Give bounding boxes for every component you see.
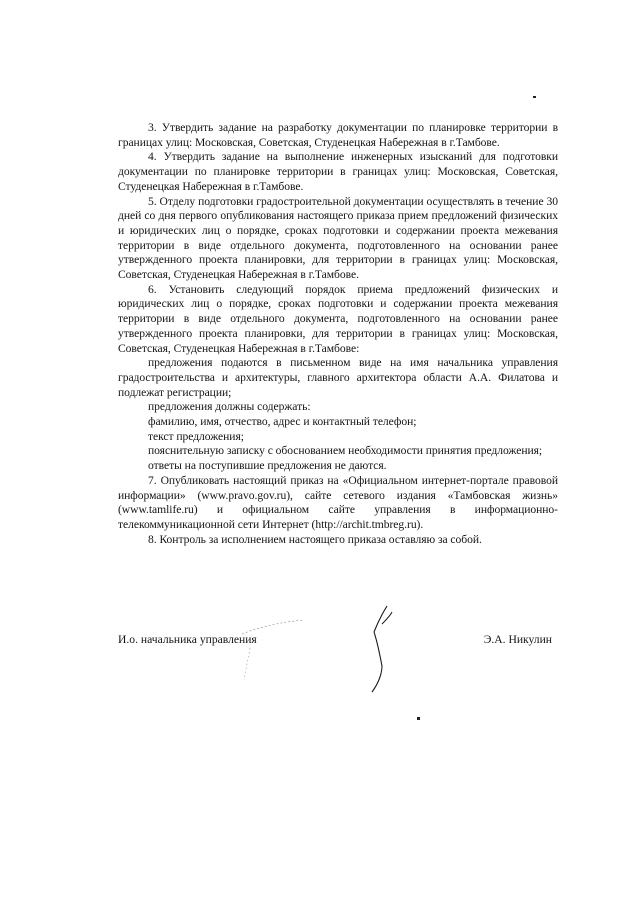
paragraph-6-submission: предложения подаются в письменном виде на имя начальника управления градостроительства и архитектуры, главного архитектора области А.А. Филатова и подлежат регистрации; <box>118 356 558 399</box>
paragraph-6-no-replies: ответы на поступившие предложения не даются. <box>148 459 387 473</box>
scan-speck <box>417 717 420 720</box>
signatory-name: Э.А. Никулин <box>483 633 552 646</box>
paragraph-6-explanatory-note: пояснительную записку с обоснованием необходимости принятия предложения; <box>148 444 543 458</box>
paragraph-5: 5. Отделу подготовки градостроительной документации осуществлять в течение 30 дней со дня первого опубликования настоящего приказа прием предложений физических и юридических лиц о порядке, сроках подготовки и содержании проекта межевания территории в виде отдельного документа, подготовленного на основании ранее утвержденного проекта планировки, для территории в границах улиц: Московская, Советская, Студенецкая Набережная в г.Тамбове. <box>118 194 558 282</box>
scan-speck <box>533 96 536 98</box>
paragraph-4: 4. Утвердить задание на выполнение инженерных изысканий для подготовки документации по планировке территории в границах улиц: Московская, Советская, Студенецкая Набережная в г.Тамбове. <box>118 150 558 193</box>
handwritten-signature <box>232 604 402 694</box>
document-body <box>118 121 558 547</box>
paragraph-6-name-address: фамилию, имя, отчество, адрес и контактный телефон; <box>148 415 417 429</box>
paragraph-6-contents: предложения должны содержать: <box>148 400 311 414</box>
paragraph-6-text: текст предложения; <box>148 429 244 443</box>
paragraph-3: 3. Утвердить задание на разработку документации по планировке территории в границах улиц: Московская, Советская, Студенецкая Набережная в г.Тамбове. <box>118 121 558 149</box>
signatory-position: И.о. начальника управления <box>118 633 257 646</box>
paragraph-7: 7. Опубликовать настоящий приказ на «Официальном интернет-портале правовой информации» (www.pravo.gov.ru), сайте сетевого издания «Тамбовская жизнь» (www.tamlife.ru) и официальном сайте управления в информационно-телекоммуникационной сети Интернет (http://archit.tmbreg.ru). <box>118 473 558 531</box>
paragraph-8: 8. Контроль за исполнением настоящего приказа оставляю за собой. <box>148 532 482 546</box>
paragraph-6: 6. Установить следующий порядок приема предложений физических и юридических лиц о порядке, сроках подготовки и содержании проекта межевания территории в виде отдельного документа, подготовленного на основании ранее утвержденного проекта планировки, для территории в границах улиц: Московская, Советская, Студенецкая Набережная в г.Тамбове: <box>118 282 558 355</box>
